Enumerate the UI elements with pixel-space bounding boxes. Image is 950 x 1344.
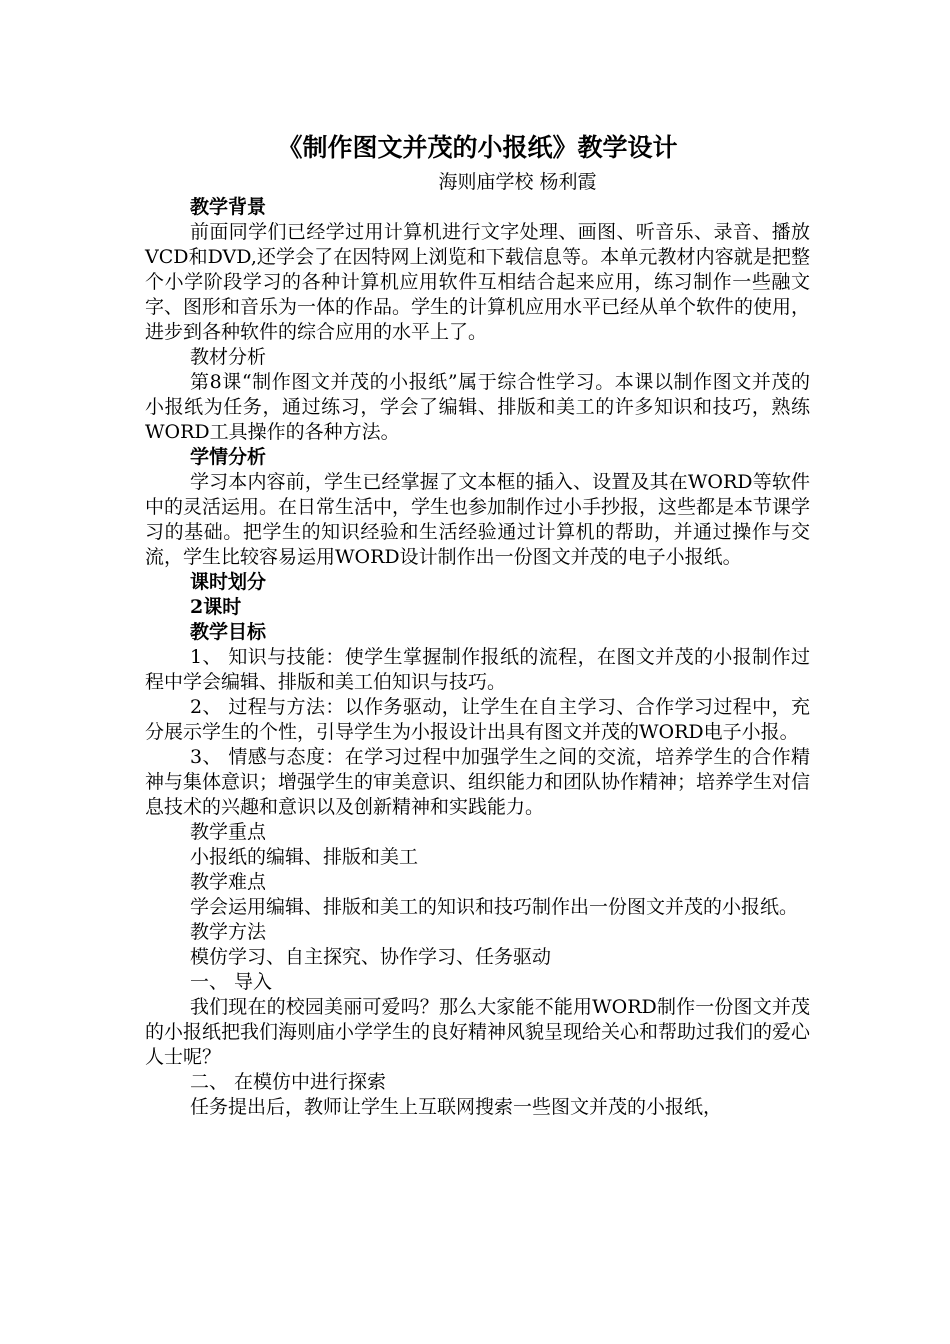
heading-students: 学情分析 xyxy=(190,446,267,468)
paragraph-key-points: 小报纸的编辑、排版和美工 xyxy=(190,846,419,868)
paragraph-method: 模仿学习、自主探究、协作学习、任务驱动 xyxy=(190,946,552,968)
goal-item-2: 2、 过程与方法：以作务驱动，让学生在自主学习、合作学习过程中，充分展示学生的个性，引导学生为小报设计出具有图文并茂的WORD电子小报。 xyxy=(145,696,810,743)
paragraph-background: 前面同学们已经学过用计算机进行文字处理、画图、听音乐、录音、播放VCD和DVD,还学会了在因特网上浏览和下载信息等。本单元教材内容就是把整个小学阶段学习的各种计算机应用软件互相结合起来应用，练习制作一些融文字、图形和音乐为一体的作品。学生的计算机应用水平已经从单个软件的使用，进步到各种软件的综合应用的水平上了。 xyxy=(145,221,811,343)
paragraph-students: 学习本内容前，学生已经掌握了文本框的插入、设置及其在WORD等软件中的灵活运用。在日常生活中，学生也参加制作过小手抄报，这些都是本节课学习的基础。把学生的知识经验和生活经验通过计算机的帮助，并通过操作与交流，学生比较容易运用WORD设计制作出一份图文并茂的电子小报纸。 xyxy=(145,471,811,568)
heading-material: 教材分析 xyxy=(190,346,267,368)
heading-key-points: 教学重点 xyxy=(190,821,267,843)
paragraph-material: 第8课“制作图文并茂的小报纸”属于综合性学习。本课以制作图文并茂的小报纸为任务，通过练习，学会了编辑、排版和美工的许多知识和技巧，熟练WORD工具操作的各种方法。 xyxy=(145,371,810,443)
section-intro-paragraph: 我们现在的校园美丽可爱吗？那么大家能不能用WORD制作一份图文并茂的小报纸把我们海则庙小学学生的良好精神风貌呈现给关心和帮助过我们的爱心人士呢？ xyxy=(145,996,811,1068)
paragraph-periods: 2课时 xyxy=(190,596,242,618)
heading-periods: 课时划分 xyxy=(190,571,267,593)
heading-goals: 教学目标 xyxy=(190,621,267,643)
heading-difficulties: 教学难点 xyxy=(190,871,267,893)
document-title: 《制作图文并茂的小报纸》教学设计 xyxy=(277,133,678,162)
section-explore-paragraph: 任务提出后，教师让学生上互联网搜索一些图文并茂的小报纸， xyxy=(190,1096,723,1118)
document-author: 海则庙学校 杨利霞 xyxy=(438,171,597,193)
document-page xyxy=(145,128,810,1120)
goal-item-1: 1、 知识与技能：使学生掌握制作报纸的流程，在图文并茂的小报制作过程中学会编辑、排版和美工伯知识与技巧。 xyxy=(145,646,810,693)
heading-background: 教学背景 xyxy=(190,196,267,218)
goal-item-3: 3、 情感与态度：在学习过程中加强学生之间的交流，培养学生的合作精神与集体意识；增强学生的审美意识、组织能力和团队协作精神；培养学生对信息技术的兴趣和意识以及创新精神和实践能力。 xyxy=(145,746,811,818)
section-intro-heading: 一、 导入 xyxy=(190,971,273,993)
heading-method: 教学方法 xyxy=(190,921,267,943)
paragraph-difficulties: 学会运用编辑、排版和美工的知识和技巧制作出一份图文并茂的小报纸。 xyxy=(190,896,799,918)
section-explore-heading: 二、 在模仿中进行探索 xyxy=(190,1071,387,1093)
